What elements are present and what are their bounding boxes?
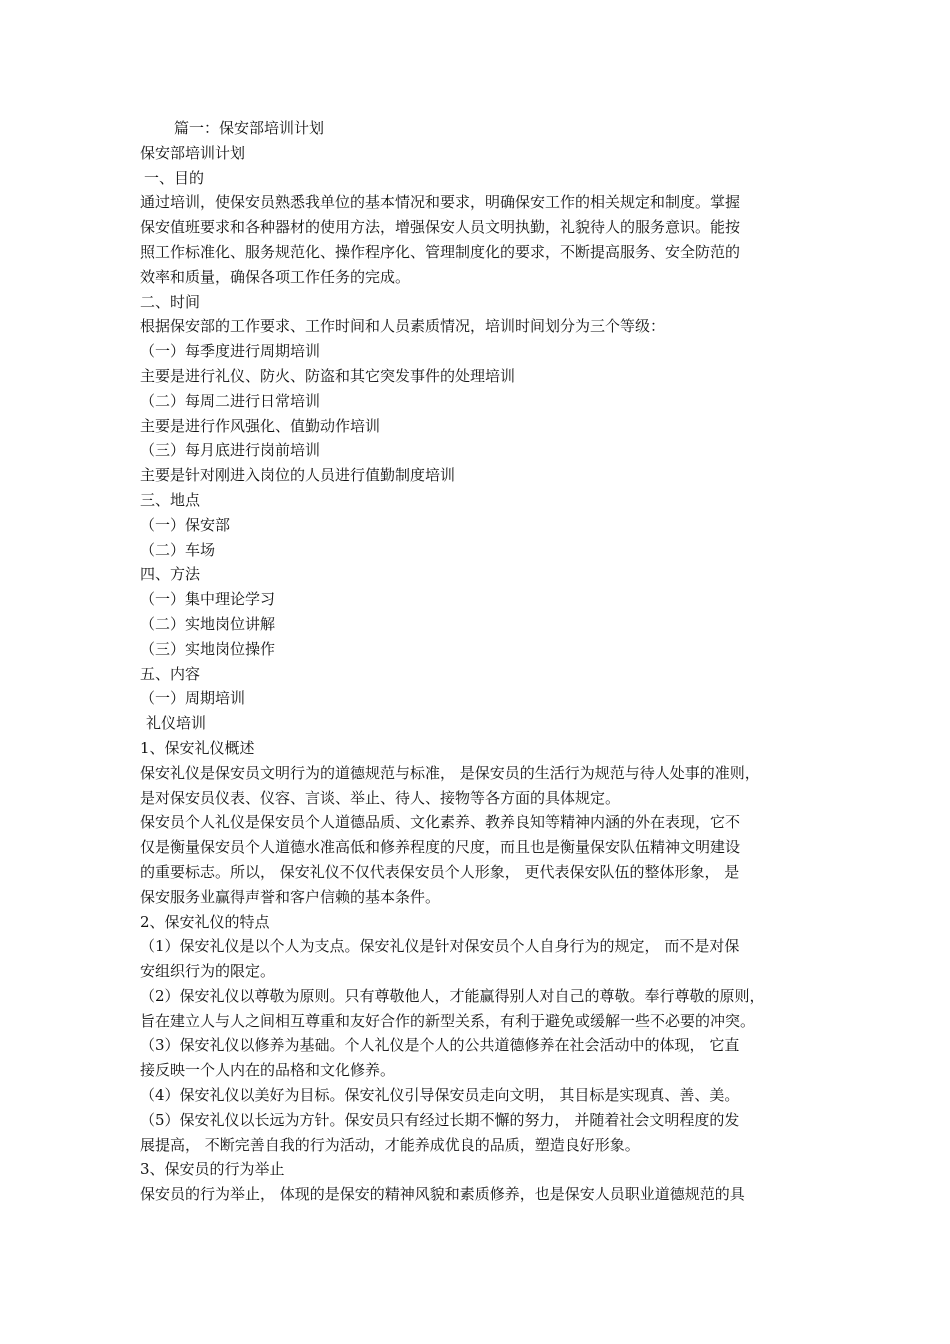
list-item: （二）实地岗位讲解 [140, 614, 276, 633]
section-heading: 三、地点 [140, 490, 201, 509]
paragraph-line: 保安值班要求和各种器材的使用方法，增强保安人员文明执勤，礼貌待人的服务意识。能按 [140, 218, 741, 237]
paragraph-line: 仅是衡量保安员个人道德水准高低和修养程度的尺度，而且也是衡量保安队伍精神文明建设 [140, 838, 741, 857]
paragraph-line: 主要是进行礼仪、防火、防盗和其它突发事件的处理培训 [140, 366, 516, 385]
list-item: （1）保安礼仪是以个人为支点。保安礼仪是针对保安员个人自身行为的规定， 而不是对保 [140, 937, 740, 956]
subsection-heading: 3、保安员的行为举止 [140, 1160, 285, 1179]
section-heading: 五、内容 [140, 664, 201, 683]
paragraph-line: 照工作标准化、服务规范化、操作程序化、管理制度化的要求，不断提高服务、安全防范的 [140, 242, 741, 261]
paragraph-line: 根据保安部的工作要求、工作时间和人员素质情况，培训时间划分为三个等级： [140, 317, 666, 336]
paragraph-line: 保安员的行为举止， 体现的是保安的精神风貌和素质修养，也是保安人员职业道德规范的具 [140, 1185, 745, 1204]
section-heading: 二、时间 [140, 292, 201, 311]
list-item: （二）车场 [140, 540, 216, 559]
subsection-heading: 1、保安礼仪概述 [140, 738, 255, 757]
list-item: （一）每季度进行周期培训 [140, 342, 321, 361]
list-item: （3）保安礼仪以修养为基础。个人礼仪是个人的公共道德修养在社会活动中的体现， 它直 [140, 1036, 740, 1055]
paragraph-line: 主要是进行作风强化、值勤动作培训 [140, 416, 381, 435]
paragraph-line: 的重要标志。所以， 保安礼仪不仅代表保安员个人形象， 更代表保安队伍的整体形象， 是 [140, 862, 740, 881]
paragraph-line: 展提高， 不断完善自我的行为活动，才能养成优良的品质，塑造良好形象。 [140, 1135, 640, 1154]
list-item: （一）保安部 [140, 515, 231, 534]
subsection-heading: 2、保安礼仪的特点 [140, 912, 270, 931]
paragraph-line: 旨在建立人与人之间相互尊重和友好合作的新型关系，有利于避免或缓解一些不必要的冲突。 [140, 1011, 756, 1030]
list-item: （一）周期培训 [140, 689, 246, 708]
document-title: 篇一：保安部培训计划 [174, 119, 325, 137]
document-page [140, 116, 812, 1207]
paragraph-line: 保安服务业赢得声誉和客户信赖的基本条件。 [140, 887, 441, 906]
paragraph-line: 接反映一个人内在的品格和文化修养。 [140, 1061, 396, 1080]
paragraph-line: 主要是针对刚进入岗位的人员进行值勤制度培训 [140, 466, 456, 485]
list-item: （三）每月底进行岗前培训 [140, 441, 321, 460]
list-item: （一）集中理论学习 [140, 590, 276, 609]
section-heading: 一、目的 [144, 168, 205, 187]
paragraph-line: 通过培训，使保安员熟悉我单位的基本情况和要求，明确保安工作的相关规定和制度。掌握 [140, 193, 741, 212]
paragraph-line: 保安礼仪是保安员文明行为的道德规范与标准， 是保安员的生活行为规范与待人处事的准则， [140, 763, 760, 782]
subsection-heading: 礼仪培训 [146, 714, 207, 733]
document-heading: 保安部培训计划 [140, 143, 246, 162]
list-item: （2）保安礼仪以尊敬为原则。只有尊敬他人，才能赢得别人对自己的尊敬。奉行尊敬的原则， [140, 986, 765, 1005]
list-item: （4）保安礼仪以美好为目标。保安礼仪引导保安员走向文明， 其目标是实现真、善、美。 [140, 1086, 740, 1105]
paragraph-line: 安组织行为的限定。 [140, 962, 276, 981]
list-item: （5）保安礼仪以长远为方针。保安员只有经过长期不懈的努力， 并随着社会文明程度的发 [140, 1110, 740, 1129]
paragraph-line: 是对保安员仪表、仪容、言谈、举止、待人、接物等各方面的具体规定。 [140, 788, 621, 807]
section-heading: 四、方法 [140, 565, 201, 584]
paragraph-line: 保安员个人礼仪是保安员个人道德品质、文化素养、教养良知等精神内涵的外在表现，它不 [140, 813, 741, 832]
list-item: （三）实地岗位操作 [140, 639, 276, 658]
list-item: （二）每周二进行日常培训 [140, 391, 321, 410]
paragraph-line: 效率和质量，确保各项工作任务的完成。 [140, 267, 411, 286]
